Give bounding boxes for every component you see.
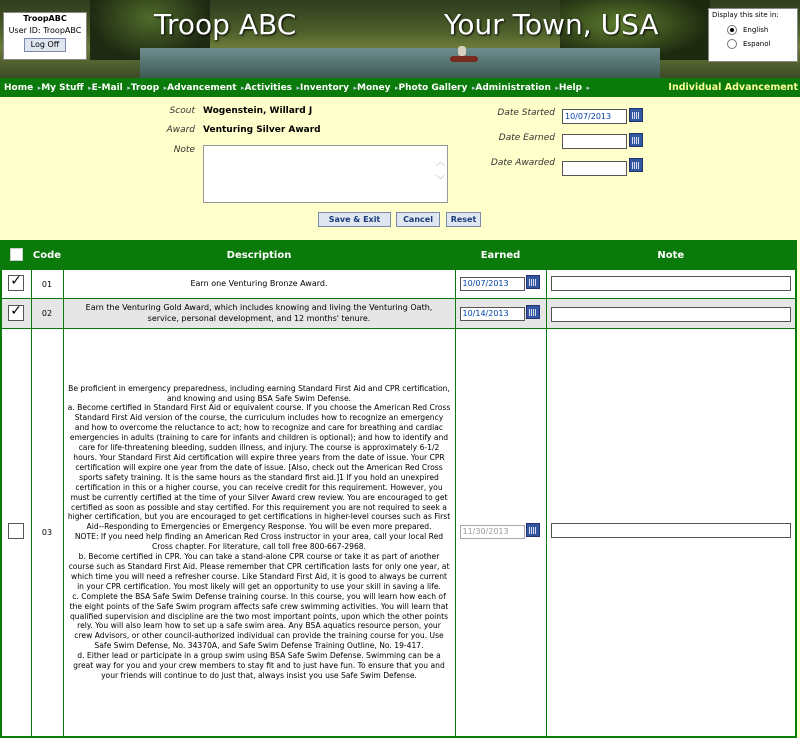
scout-label: Scout bbox=[169, 106, 195, 116]
page-title: Individual Advancement bbox=[668, 82, 798, 93]
row-code: 02 bbox=[31, 299, 63, 329]
row-checkbox[interactable] bbox=[8, 275, 24, 291]
row-checkbox[interactable] bbox=[8, 305, 24, 321]
nav-photo-gallery[interactable]: Photo Gallery ▸ bbox=[395, 83, 472, 93]
cancel-button[interactable]: Cancel bbox=[396, 212, 440, 227]
row-code: 03 bbox=[31, 329, 63, 737]
select-all-header bbox=[1, 241, 31, 270]
row-check-cell bbox=[1, 270, 31, 299]
banner-troop-title: Troop ABC bbox=[154, 8, 297, 41]
banner-photo-paddler bbox=[458, 46, 466, 56]
radio-espanol[interactable] bbox=[727, 39, 737, 49]
table-row bbox=[1, 329, 796, 737]
select-all-checkbox[interactable] bbox=[10, 248, 23, 261]
textarea-scroll-arrows[interactable]: ︿ ﹀ bbox=[435, 158, 445, 186]
code-header: Code bbox=[31, 241, 63, 270]
calendar-icon[interactable] bbox=[526, 523, 540, 537]
calendar-icon[interactable] bbox=[629, 133, 643, 147]
calendar-icon[interactable] bbox=[629, 158, 643, 172]
date-awarded-label: Date Awarded bbox=[490, 158, 555, 168]
banner-photo-canoe bbox=[450, 56, 478, 62]
award-label: Award bbox=[166, 125, 195, 135]
troop-name: TroopABC bbox=[23, 14, 67, 23]
nav-email[interactable]: E-Mail ▸ bbox=[88, 83, 127, 93]
row-note-cell bbox=[546, 299, 796, 329]
earned-date-input[interactable]: 10/07/2013 bbox=[460, 277, 525, 291]
language-option-english[interactable] bbox=[727, 25, 797, 35]
banner-photo-water bbox=[140, 48, 660, 78]
row-note-input[interactable] bbox=[551, 523, 792, 538]
date-earned-label: Date Earned bbox=[498, 133, 555, 143]
row-check-cell bbox=[1, 329, 31, 737]
language-title: Display this site in: bbox=[712, 11, 779, 19]
row-note-cell bbox=[546, 270, 796, 299]
nav-administration[interactable]: Administration ▸ bbox=[471, 83, 555, 93]
language-option-espanol[interactable] bbox=[727, 39, 797, 49]
logoff-button[interactable]: Log Off bbox=[24, 38, 66, 52]
nav-advancement[interactable]: Advancement ▸ bbox=[163, 83, 240, 93]
user-info-box bbox=[3, 12, 87, 60]
nav-activities[interactable]: Activities ▸ bbox=[241, 83, 297, 93]
nav-money[interactable]: Money ▸ bbox=[353, 83, 395, 93]
description-header: Description bbox=[63, 241, 455, 270]
calendar-icon[interactable] bbox=[526, 305, 540, 319]
nav-troop[interactable]: Troop ▸ bbox=[127, 83, 163, 93]
user-id: User ID: TroopABC bbox=[8, 26, 82, 35]
requirements-table bbox=[0, 240, 797, 738]
date-awarded-input[interactable] bbox=[562, 161, 627, 176]
language-label: Espanol bbox=[743, 40, 771, 48]
row-description: Earn one Venturing Bronze Award. bbox=[63, 270, 455, 299]
row-code: 01 bbox=[31, 270, 63, 299]
earned-date-input[interactable]: 11/30/2013 bbox=[460, 525, 525, 539]
row-description: Earn the Venturing Gold Award, which includes knowing and living the Venturing Oath, service, personal development, and 12 months' tenure. bbox=[63, 299, 455, 329]
language-selector bbox=[708, 8, 798, 62]
date-started-input[interactable]: 10/07/2013 bbox=[562, 109, 627, 124]
note-header: Note bbox=[546, 241, 796, 270]
row-check-cell bbox=[1, 299, 31, 329]
date-started-label: Date Started bbox=[497, 108, 555, 118]
note-textarea[interactable] bbox=[203, 145, 448, 203]
nav-home[interactable]: Home ▸ bbox=[0, 83, 37, 93]
header-banner bbox=[0, 0, 800, 78]
row-earned-cell bbox=[455, 270, 546, 299]
date-earned-input[interactable] bbox=[562, 134, 627, 149]
table-row bbox=[1, 299, 796, 329]
language-label: English bbox=[743, 26, 769, 34]
row-note-input[interactable] bbox=[551, 276, 792, 291]
row-note-input[interactable] bbox=[551, 307, 792, 322]
earned-date-input[interactable]: 10/14/2013 bbox=[460, 307, 525, 321]
calendar-icon[interactable] bbox=[629, 108, 643, 122]
row-earned-cell bbox=[455, 329, 546, 737]
save-exit-button[interactable]: Save & Exit bbox=[318, 212, 391, 227]
main-nav bbox=[0, 78, 800, 97]
row-earned-cell bbox=[455, 299, 546, 329]
radio-english[interactable] bbox=[727, 25, 737, 35]
nav-my-stuff[interactable]: My Stuff ▸ bbox=[37, 83, 87, 93]
table-row bbox=[1, 270, 796, 299]
row-checkbox[interactable] bbox=[8, 523, 24, 539]
row-note-cell bbox=[546, 329, 796, 737]
scout-value: Wogenstein, Willard J bbox=[203, 106, 313, 116]
earned-header: Earned bbox=[455, 241, 546, 270]
nav-help[interactable]: Help ▸ bbox=[555, 83, 586, 93]
banner-town-title: Your Town, USA bbox=[444, 8, 659, 41]
note-label: Note bbox=[173, 145, 195, 155]
row-description: Be proficient in emergency preparedness, including earning Standard First Aid and CPR certification, and knowing and using BSA Safe Swim Defense. a. Become certified in Standard First Aid or equivalent course. If you choose the American Red Cross Standard First Aid version of the course, the curriculum includes how to recognize an emergency and how to overcome the reluctance to act; how to recognize and care for breathing and cardiac emergencies in adults (training to care for infants and children is optional); and how to identify and care for life-threatening bleeding, sudden illness, and injury. The course is approximately 6-1/2 hours. Your Standard First Aid certification will expire three years from the date of issue. Your CPR certification will expire one year from the date of issue. [Also, check out the American Red Cross sports safety training. It is the same hours as the standard first aid.]1 If you hold an unexpired certification in this or a higher course, you can receive credit for this requirement. However, you must be currently certified at the time of your Silver Award crew review. You are encouraged to get certified as soon as possible and stay certified. For this requirement you are not required to seek a higher certification, but you are encouraged to get certifications in higher-level courses such as First Aid--Responding to Emergencies or Emergency Response. You will be even more prepared. NOTE: If you need help finding an American Red Cross instructor in your area, call your local Red Cross chapter. For literature, call toll free 800-667-2968. b. Become certified in CPR. You can take a stand-alone CPR course or take it as part of another course such as Standard First Aid. Please remember that CPR certification lasts for only one year, at which time you will need a refresher course. Like Standard First Aid, it is good to always be current in your CPR certification. You most likely will get an opportunity to use your skill in saving a life. c. Complete the BSA Safe Swim Defense training course. In this course, you will learn how each of the eight points of the Safe Swim program affects safe crew swimming activities. You will learn that qualified supervision and discipline are the two most important points, upon which the other points rely. You will also learn how to set up a safe swim area. Any BSA aquatics resource person, your crew Advisors, or other council-authorized individual can provide the training course for you. Use Safe Swim Defense, No. 34370A, and Safe Swim Defense Training Outline, No. 19-417. d. Either lead or participate in a group swim using BSA Safe Swim Defense. Swimming can be a great way for you and your crew members to stay fit and to just have fun. To ensure that you and your friends will continue to do just that, always insist you use Safe Swim Defense. bbox=[63, 329, 455, 737]
calendar-icon[interactable] bbox=[526, 275, 540, 289]
award-value: Venturing Silver Award bbox=[203, 125, 321, 135]
nav-inventory[interactable]: Inventory ▸ bbox=[296, 83, 353, 93]
reset-button[interactable]: Reset bbox=[446, 212, 481, 227]
